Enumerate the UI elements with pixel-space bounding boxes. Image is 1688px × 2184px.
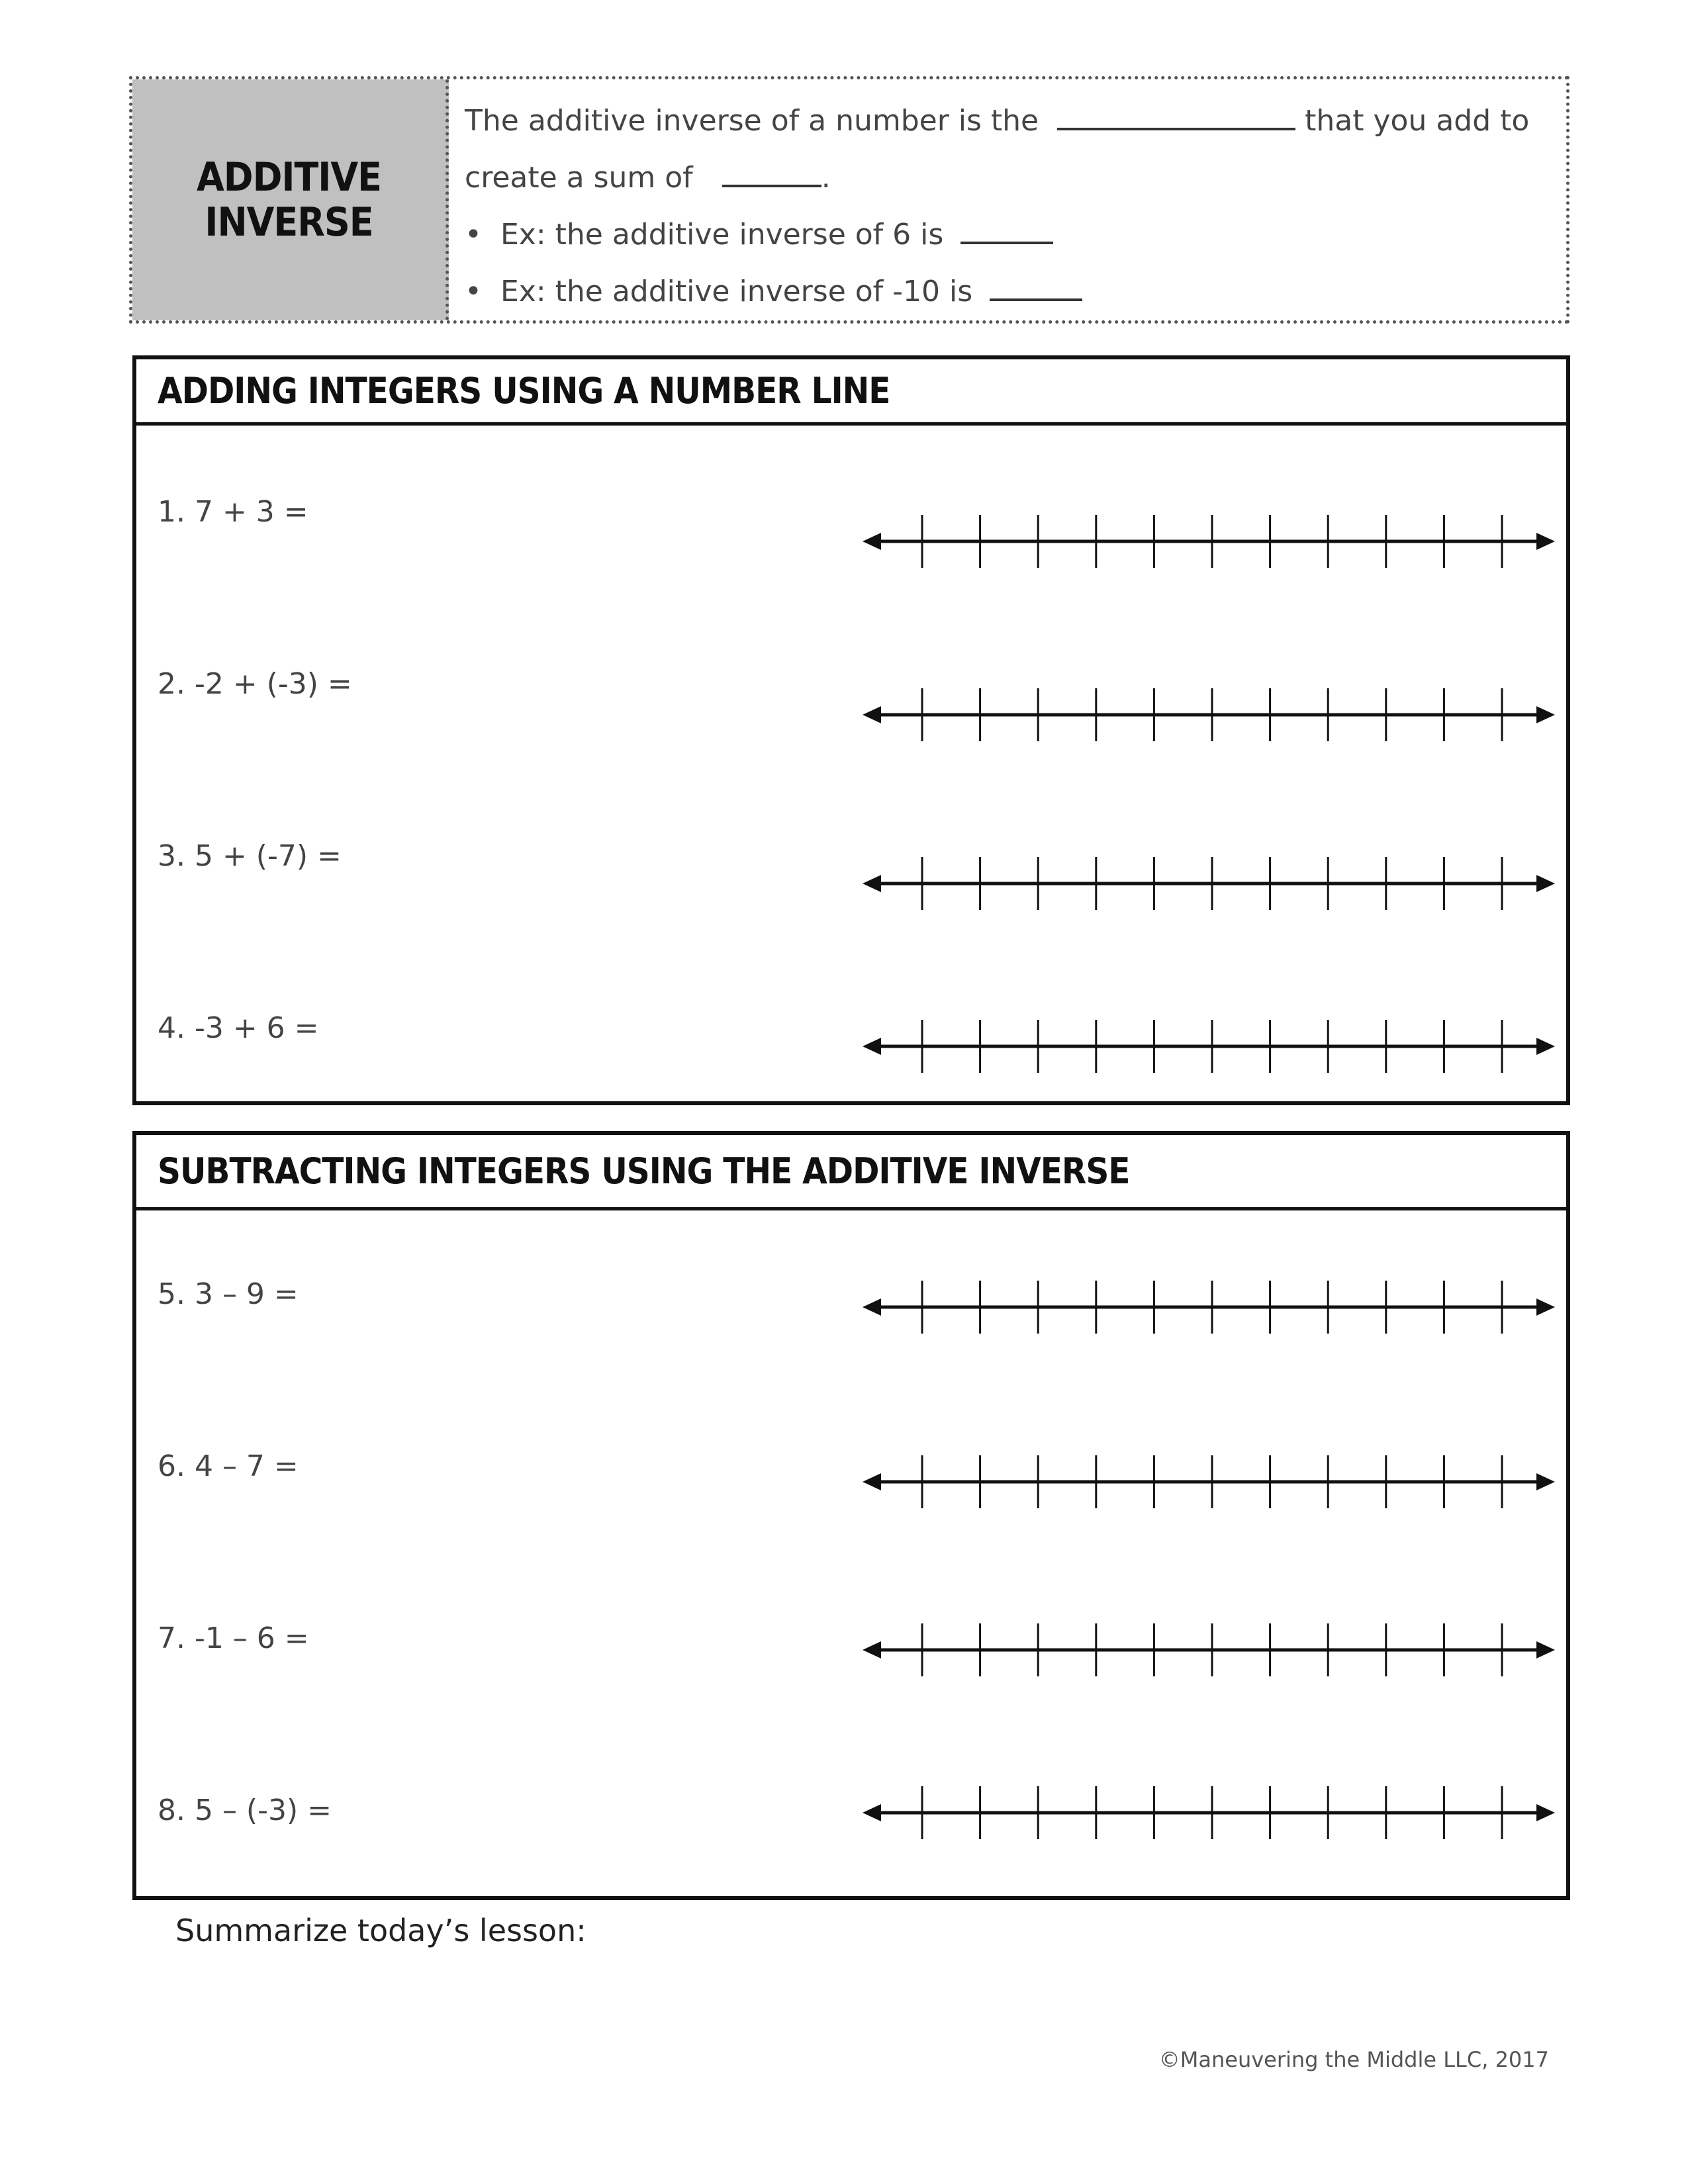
arrow-right-icon: [1536, 706, 1555, 723]
adding-section-title: ADDING INTEGERS USING A NUMBER LINE: [158, 370, 890, 412]
vocab-definition: [449, 79, 1566, 320]
problem-6: 6. 4 – 7 =: [158, 1449, 299, 1483]
number-line-svg: [861, 512, 1556, 571]
arrow-right-icon: [1536, 1298, 1555, 1316]
arrow-right-icon: [1536, 1641, 1555, 1659]
number-line-2[interactable]: [861, 685, 1556, 745]
adding-section: [132, 355, 1570, 1105]
problem-5: 5. 3 – 9 =: [158, 1277, 299, 1311]
number-line-svg: [861, 1277, 1556, 1337]
vocab-term-cell: [132, 79, 449, 320]
number-line-4[interactable]: [861, 1017, 1556, 1076]
definition-blank-1[interactable]: [1057, 97, 1295, 130]
arrow-right-icon: [1536, 875, 1555, 892]
definition-text-3: create a sum of: [465, 161, 693, 195]
arrow-left-icon: [863, 1473, 881, 1490]
summary-prompt: Summarize today’s lesson:: [175, 1913, 586, 1948]
problem-3: 3. 5 + (-7) =: [158, 839, 342, 873]
number-line-8[interactable]: [861, 1783, 1556, 1843]
definition-text-2: that you add to: [1305, 104, 1530, 138]
definition-line-2: [465, 150, 1566, 206]
arrow-right-icon: [1536, 533, 1555, 550]
problem-1: 1. 7 + 3 =: [158, 495, 308, 529]
vocab-term: ADDITIVE INVERSE: [196, 154, 382, 246]
example-blank-2[interactable]: [990, 268, 1082, 301]
number-line-5[interactable]: [861, 1277, 1556, 1337]
example-line-1: [465, 206, 1566, 263]
number-line-svg: [861, 1620, 1556, 1680]
arrow-right-icon: [1536, 1804, 1555, 1821]
number-line-3[interactable]: [861, 854, 1556, 913]
bullet-icon: •: [465, 275, 482, 308]
definition-text-1: The additive inverse of a number is the: [465, 104, 1039, 138]
subtracting-section-title: SUBTRACTING INTEGERS USING THE ADDITIVE INVERSE: [158, 1150, 1130, 1192]
number-line-svg: [861, 1783, 1556, 1843]
problem-7: 7. -1 – 6 =: [158, 1621, 309, 1655]
number-line-7[interactable]: [861, 1620, 1556, 1680]
problem-2: 2. -2 + (-3) =: [158, 667, 352, 701]
arrow-left-icon: [863, 1804, 881, 1821]
bullet-icon: •: [465, 218, 482, 251]
arrow-left-icon: [863, 875, 881, 892]
subtracting-section-header: [136, 1135, 1566, 1210]
arrow-left-icon: [863, 1298, 881, 1316]
number-line-6[interactable]: [861, 1452, 1556, 1512]
arrow-left-icon: [863, 1641, 881, 1659]
definition-blank-2[interactable]: [722, 154, 821, 187]
vocab-box: [129, 76, 1570, 324]
subtracting-section: [132, 1131, 1570, 1900]
problem-8: 8. 5 – (-3) =: [158, 1794, 332, 1827]
number-line-svg: [861, 1017, 1556, 1076]
copyright-notice: ©Maneuvering the Middle LLC, 2017: [1158, 2047, 1549, 2072]
definition-period: .: [821, 161, 831, 195]
arrow-left-icon: [863, 706, 881, 723]
number-line-1[interactable]: [861, 512, 1556, 571]
example-text-2: Ex: the additive inverse of -10 is: [500, 275, 973, 308]
arrow-right-icon: [1536, 1038, 1555, 1055]
arrow-left-icon: [863, 533, 881, 550]
arrow-right-icon: [1536, 1473, 1555, 1490]
example-text-1: Ex: the additive inverse of 6 is: [500, 218, 944, 251]
number-line-svg: [861, 685, 1556, 745]
definition-line-1: [465, 93, 1566, 150]
number-line-svg: [861, 854, 1556, 913]
example-blank-1[interactable]: [961, 211, 1053, 244]
arrow-left-icon: [863, 1038, 881, 1055]
problem-4: 4. -3 + 6 =: [158, 1011, 319, 1045]
number-line-svg: [861, 1452, 1556, 1512]
adding-section-header: [136, 359, 1566, 426]
example-line-2: [465, 263, 1566, 320]
